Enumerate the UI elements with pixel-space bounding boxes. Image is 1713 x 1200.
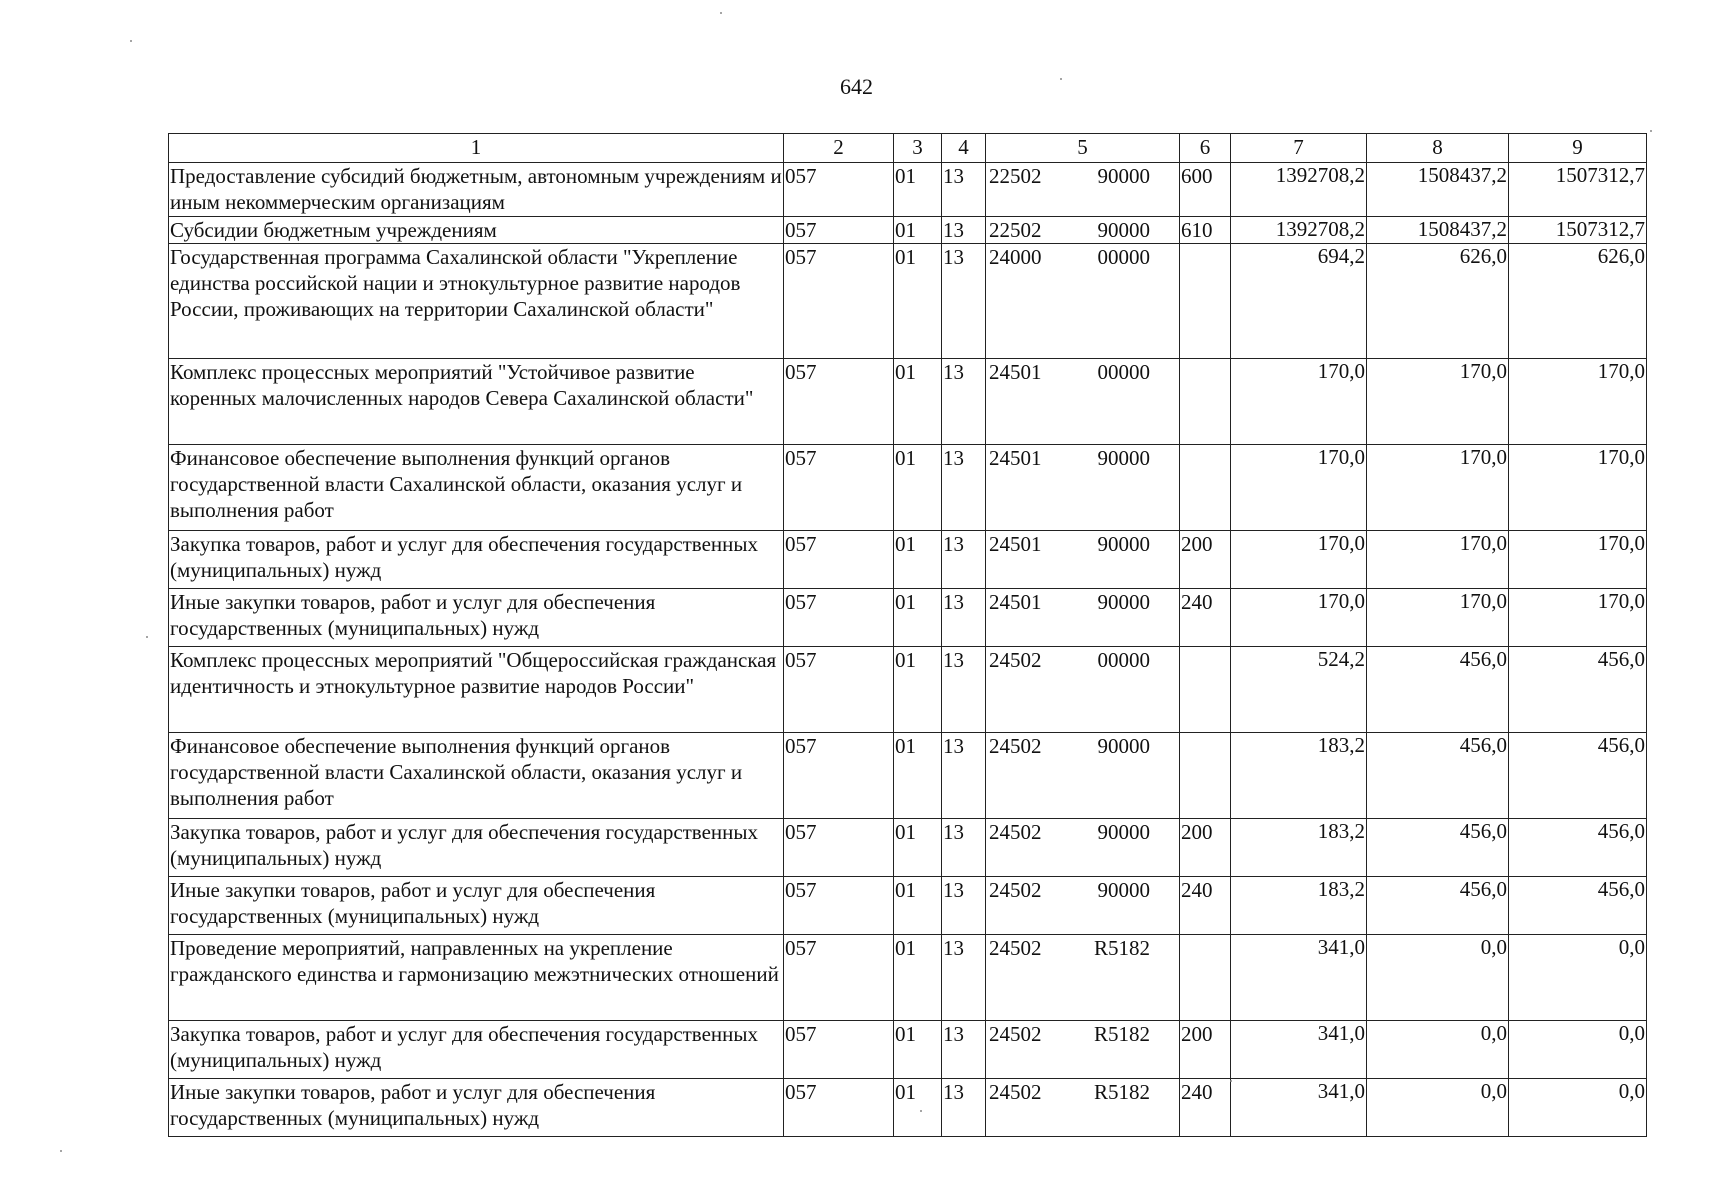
subsection-code: 13 — [942, 445, 986, 531]
amount-year-2: 1508437,2 — [1367, 217, 1509, 244]
amount-year-2: 456,0 — [1367, 733, 1509, 819]
program-code: 24502 — [989, 1022, 1042, 1046]
section-code: 01 — [894, 445, 942, 531]
program-code: 24502 — [989, 648, 1042, 672]
direction-code: 90000 — [1097, 590, 1150, 614]
ministry-code: 057 — [784, 935, 894, 1021]
expense-type-code: 240 — [1180, 877, 1231, 935]
amount-year-2: 456,0 — [1367, 647, 1509, 733]
target-article-code — [986, 445, 1180, 531]
ministry-code: 057 — [784, 733, 894, 819]
amount-year-3: 0,0 — [1509, 1021, 1647, 1079]
program-code: 24502 — [989, 820, 1042, 844]
program-code: 24000 — [989, 245, 1042, 269]
program-code: 24502 — [989, 734, 1042, 758]
scan-speck — [60, 1150, 62, 1152]
amount-year-3: 170,0 — [1509, 589, 1647, 647]
scan-speck — [920, 1110, 922, 1112]
table-row — [169, 877, 1647, 935]
expense-type-code: 610 — [1180, 217, 1231, 244]
table-row — [169, 163, 1647, 217]
expense-type-code: 240 — [1180, 1079, 1231, 1137]
row-description: Комплекс процессных мероприятий "Устойчивое развитие коренных малочисленных народов Севера Сахалинской области" — [169, 359, 784, 445]
ministry-code: 057 — [784, 877, 894, 935]
subsection-code: 13 — [942, 359, 986, 445]
table-row — [169, 445, 1647, 531]
target-article-code — [986, 244, 1180, 359]
amount-year-3: 456,0 — [1509, 733, 1647, 819]
amount-year-3: 1507312,7 — [1509, 217, 1647, 244]
table-row — [169, 819, 1647, 877]
amount-year-1: 183,2 — [1231, 819, 1367, 877]
ministry-code: 057 — [784, 589, 894, 647]
direction-code: R5182 — [1093, 1022, 1150, 1046]
expense-type-code: 200 — [1180, 819, 1231, 877]
amount-year-3: 170,0 — [1509, 445, 1647, 531]
column-header-7: 7 — [1231, 134, 1367, 163]
subsection-code: 13 — [942, 733, 986, 819]
ministry-code: 057 — [784, 1021, 894, 1079]
column-header-6: 6 — [1180, 134, 1231, 163]
scan-speck — [1230, 1080, 1232, 1082]
expense-type-code: 200 — [1180, 531, 1231, 589]
column-header-2: 2 — [784, 134, 894, 163]
amount-year-1: 1392708,2 — [1231, 217, 1367, 244]
row-description: Предоставление субсидий бюджетным, автономным учреждениям и иным некоммерческим организациям — [169, 163, 784, 217]
amount-year-3: 1507312,7 — [1509, 163, 1647, 217]
table-row — [169, 217, 1647, 244]
table-row — [169, 359, 1647, 445]
row-description: Иные закупки товаров, работ и услуг для обеспечения государственных (муниципальных) нужд — [169, 877, 784, 935]
direction-code: R5182 — [1093, 1080, 1150, 1104]
direction-code: 00000 — [1097, 245, 1150, 269]
section-code: 01 — [894, 163, 942, 217]
subsection-code: 13 — [942, 935, 986, 1021]
row-description: Финансовое обеспечение выполнения функций органов государственной власти Сахалинской области, оказания услуг и выполнения работ — [169, 445, 784, 531]
row-description: Закупка товаров, работ и услуг для обеспечения государственных (муниципальных) нужд — [169, 1021, 784, 1079]
amount-year-1: 341,0 — [1231, 935, 1367, 1021]
target-article-code — [986, 589, 1180, 647]
scan-speck — [1650, 130, 1652, 132]
table-row — [169, 733, 1647, 819]
amount-year-3: 170,0 — [1509, 359, 1647, 445]
ministry-code: 057 — [784, 445, 894, 531]
direction-code: 90000 — [1097, 878, 1150, 902]
subsection-code: 13 — [942, 1079, 986, 1137]
direction-code: 90000 — [1097, 532, 1150, 556]
row-description: Закупка товаров, работ и услуг для обеспечения государственных (муниципальных) нужд — [169, 531, 784, 589]
table-row — [169, 935, 1647, 1021]
expense-type-code — [1180, 935, 1231, 1021]
table-row — [169, 244, 1647, 359]
table-row — [169, 647, 1647, 733]
expense-type-code: 600 — [1180, 163, 1231, 217]
row-description: Иные закупки товаров, работ и услуг для обеспечения государственных (муниципальных) нужд — [169, 1079, 784, 1137]
subsection-code: 13 — [942, 819, 986, 877]
amount-year-1: 183,2 — [1231, 877, 1367, 935]
section-code: 01 — [894, 217, 942, 244]
amount-year-1: 341,0 — [1231, 1079, 1367, 1137]
target-article-code — [986, 359, 1180, 445]
column-header-3: 3 — [894, 134, 942, 163]
amount-year-2: 626,0 — [1367, 244, 1509, 359]
section-code: 01 — [894, 359, 942, 445]
section-code: 01 — [894, 935, 942, 1021]
subsection-code: 13 — [942, 163, 986, 217]
direction-code: R5182 — [1093, 936, 1150, 960]
program-code: 24501 — [989, 360, 1042, 384]
section-code: 01 — [894, 819, 942, 877]
target-article-code — [986, 877, 1180, 935]
row-description: Государственная программа Сахалинской области "Укрепление единства российской нации и этнокультурное развитие народов России, проживающих на территории Сахалинской области" — [169, 244, 784, 359]
amount-year-1: 694,2 — [1231, 244, 1367, 359]
amount-year-1: 170,0 — [1231, 445, 1367, 531]
ministry-code: 057 — [784, 163, 894, 217]
expense-type-code — [1180, 445, 1231, 531]
subsection-code: 13 — [942, 589, 986, 647]
expense-type-code: 240 — [1180, 589, 1231, 647]
column-header-4: 4 — [942, 134, 986, 163]
amount-year-3: 170,0 — [1509, 531, 1647, 589]
amount-year-3: 456,0 — [1509, 877, 1647, 935]
row-description: Субсидии бюджетным учреждениям — [169, 217, 784, 244]
ministry-code: 057 — [784, 217, 894, 244]
amount-year-1: 170,0 — [1231, 531, 1367, 589]
target-article-code — [986, 1021, 1180, 1079]
target-article-code — [986, 531, 1180, 589]
row-description: Проведение мероприятий, направленных на укрепление гражданского единства и гармонизацию межэтнических отношений — [169, 935, 784, 1021]
expense-type-code — [1180, 733, 1231, 819]
section-code: 01 — [894, 647, 942, 733]
direction-code: 90000 — [1097, 734, 1150, 758]
target-article-code — [986, 1079, 1180, 1137]
direction-code: 90000 — [1097, 164, 1150, 188]
table-row — [169, 589, 1647, 647]
program-code: 24501 — [989, 590, 1042, 614]
subsection-code: 13 — [942, 217, 986, 244]
target-article-code — [986, 733, 1180, 819]
amount-year-2: 456,0 — [1367, 877, 1509, 935]
subsection-code: 13 — [942, 647, 986, 733]
expense-type-code — [1180, 359, 1231, 445]
ministry-code: 057 — [784, 647, 894, 733]
ministry-code: 057 — [784, 819, 894, 877]
header-row — [169, 134, 1647, 163]
amount-year-1: 524,2 — [1231, 647, 1367, 733]
section-code: 01 — [894, 1021, 942, 1079]
ministry-code: 057 — [784, 359, 894, 445]
section-code: 01 — [894, 531, 942, 589]
direction-code: 90000 — [1097, 820, 1150, 844]
ministry-code: 057 — [784, 244, 894, 359]
amount-year-3: 0,0 — [1509, 1079, 1647, 1137]
amount-year-2: 0,0 — [1367, 935, 1509, 1021]
program-code: 24501 — [989, 446, 1042, 470]
column-header-5: 5 — [986, 134, 1180, 163]
budget-table — [168, 133, 1647, 1137]
subsection-code: 13 — [942, 244, 986, 359]
row-description: Иные закупки товаров, работ и услуг для обеспечения государственных (муниципальных) нужд — [169, 589, 784, 647]
expense-type-code: 200 — [1180, 1021, 1231, 1079]
section-code: 01 — [894, 1079, 942, 1137]
direction-code: 90000 — [1097, 446, 1150, 470]
amount-year-2: 1508437,2 — [1367, 163, 1509, 217]
direction-code: 90000 — [1097, 218, 1150, 242]
target-article-code — [986, 647, 1180, 733]
target-article-code — [986, 217, 1180, 244]
program-code: 24502 — [989, 1080, 1042, 1104]
table-body — [169, 163, 1647, 1137]
amount-year-2: 170,0 — [1367, 359, 1509, 445]
scan-speck — [130, 40, 132, 42]
target-article-code — [986, 819, 1180, 877]
table-row — [169, 531, 1647, 589]
amount-year-1: 170,0 — [1231, 589, 1367, 647]
section-code: 01 — [894, 589, 942, 647]
page-number: 642 — [840, 74, 873, 99]
amount-year-2: 170,0 — [1367, 445, 1509, 531]
amount-year-1: 341,0 — [1231, 1021, 1367, 1079]
subsection-code: 13 — [942, 877, 986, 935]
program-code: 22502 — [989, 164, 1042, 188]
table-row — [169, 1021, 1647, 1079]
target-article-code — [986, 163, 1180, 217]
amount-year-3: 456,0 — [1509, 647, 1647, 733]
row-description: Закупка товаров, работ и услуг для обеспечения государственных (муниципальных) нужд — [169, 819, 784, 877]
program-code: 24502 — [989, 936, 1042, 960]
row-description: Финансовое обеспечение выполнения функций органов государственной власти Сахалинской области, оказания услуг и выполнения работ — [169, 733, 784, 819]
scan-speck — [720, 12, 722, 14]
amount-year-3: 0,0 — [1509, 935, 1647, 1021]
section-code: 01 — [894, 733, 942, 819]
column-header-8: 8 — [1367, 134, 1509, 163]
program-code: 24501 — [989, 532, 1042, 556]
amount-year-2: 456,0 — [1367, 819, 1509, 877]
amount-year-1: 183,2 — [1231, 733, 1367, 819]
amount-year-2: 170,0 — [1367, 531, 1509, 589]
amount-year-3: 626,0 — [1509, 244, 1647, 359]
ministry-code: 057 — [784, 1079, 894, 1137]
subsection-code: 13 — [942, 1021, 986, 1079]
direction-code: 00000 — [1097, 360, 1150, 384]
section-code: 01 — [894, 244, 942, 359]
section-code: 01 — [894, 877, 942, 935]
ministry-code: 057 — [784, 531, 894, 589]
target-article-code — [986, 935, 1180, 1021]
program-code: 24502 — [989, 878, 1042, 902]
table-row — [169, 1079, 1647, 1137]
expense-type-code — [1180, 647, 1231, 733]
scan-speck — [146, 636, 148, 638]
subsection-code: 13 — [942, 531, 986, 589]
program-code: 22502 — [989, 218, 1042, 242]
amount-year-2: 170,0 — [1367, 589, 1509, 647]
row-description: Комплекс процессных мероприятий "Общероссийская гражданская идентичность и этнокультурное развитие народов России" — [169, 647, 784, 733]
amount-year-2: 0,0 — [1367, 1021, 1509, 1079]
amount-year-2: 0,0 — [1367, 1079, 1509, 1137]
scan-speck — [1060, 78, 1062, 80]
amount-year-1: 1392708,2 — [1231, 163, 1367, 217]
amount-year-1: 170,0 — [1231, 359, 1367, 445]
direction-code: 00000 — [1097, 648, 1150, 672]
column-header-1: 1 — [169, 134, 784, 163]
amount-year-3: 456,0 — [1509, 819, 1647, 877]
expense-type-code — [1180, 244, 1231, 359]
column-header-9: 9 — [1509, 134, 1647, 163]
